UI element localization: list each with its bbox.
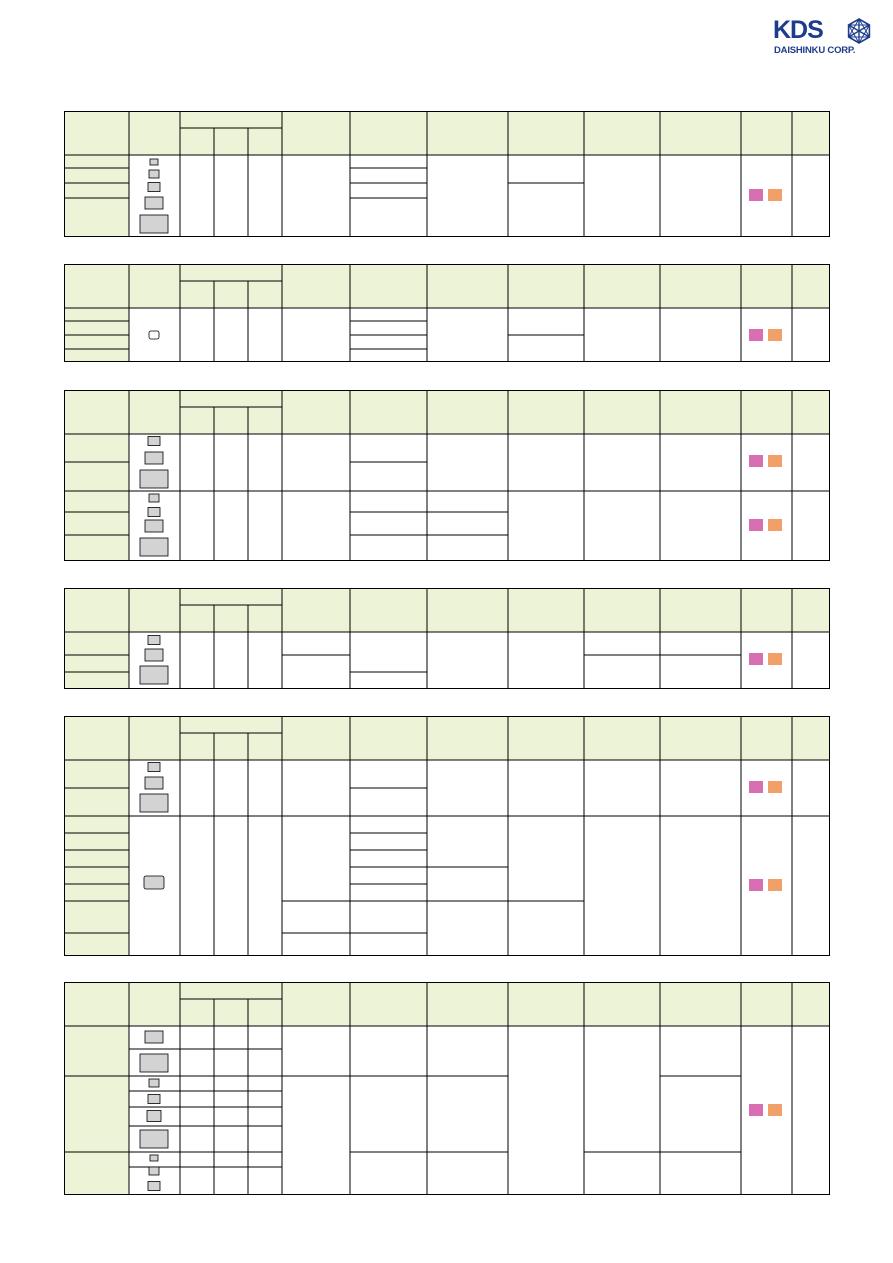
compliance-badge-pink <box>749 1104 763 1116</box>
row-label-fill <box>65 434 129 560</box>
kds-logo <box>773 18 873 58</box>
package-outline-icon <box>140 538 168 556</box>
package-outline-icon <box>148 763 160 772</box>
package-outline-icon <box>148 183 160 192</box>
package-outline-icon <box>149 170 159 178</box>
compliance-badge-orange <box>768 329 782 341</box>
package-outline-icon <box>140 666 168 684</box>
package-outline-icon <box>148 508 160 517</box>
compliance-badge-orange <box>768 879 782 891</box>
compliance-badge-pink <box>749 653 763 665</box>
package-outline-icon <box>148 1095 160 1104</box>
logo-company: DAISHINKU CORP. <box>774 45 856 56</box>
logo-brand: KDS <box>773 16 823 44</box>
package-outline-icon <box>148 636 160 645</box>
compliance-badge-orange <box>768 781 782 793</box>
compliance-badge-pink <box>749 879 763 891</box>
compliance-badge-orange <box>768 1104 782 1116</box>
package-outline-icon <box>149 494 159 502</box>
package-outline-icon <box>148 1182 160 1191</box>
spec-table-2 <box>64 264 830 362</box>
compliance-badge-pink <box>749 781 763 793</box>
package-outline-icon <box>150 1155 158 1161</box>
package-outline-icon <box>150 159 158 165</box>
row-label-fill <box>65 760 129 955</box>
package-outline-icon <box>145 197 163 209</box>
package-outline-icon <box>149 1167 159 1175</box>
compliance-badge-pink <box>749 455 763 467</box>
package-outline-icon <box>145 649 163 661</box>
compliance-badge-orange <box>768 519 782 531</box>
row-label-fill <box>65 155 129 236</box>
package-outline-icon <box>145 1031 163 1043</box>
package-outline-icon <box>145 520 163 532</box>
package-outline-icon <box>145 777 163 789</box>
package-outline-icon <box>145 452 163 464</box>
package-outline-icon <box>140 1054 168 1072</box>
compliance-badge-orange <box>768 455 782 467</box>
package-outline-icon <box>140 470 168 488</box>
spec-table-5 <box>64 716 830 956</box>
spec-table-6 <box>64 982 830 1195</box>
package-outline-icon <box>147 1111 161 1122</box>
snowflake-hexagon-icon <box>846 18 872 44</box>
package-outline-icon <box>140 794 168 812</box>
compliance-badge-orange <box>768 653 782 665</box>
compliance-badge-pink <box>749 329 763 341</box>
package-outline-icon <box>140 215 168 233</box>
compliance-badge-pink <box>749 189 763 201</box>
package-outline-icon <box>149 331 159 339</box>
spec-table-3 <box>64 390 830 561</box>
compliance-badge-orange <box>768 189 782 201</box>
row-label-fill <box>65 632 129 688</box>
row-label-fill <box>65 1026 129 1194</box>
spec-table-4 <box>64 588 830 689</box>
package-outline-icon <box>148 437 160 446</box>
package-outline-icon <box>149 1079 159 1087</box>
package-outline-icon <box>144 876 164 889</box>
package-outline-icon <box>140 1130 168 1148</box>
compliance-badge-pink <box>749 519 763 531</box>
spec-table-1 <box>64 111 830 237</box>
